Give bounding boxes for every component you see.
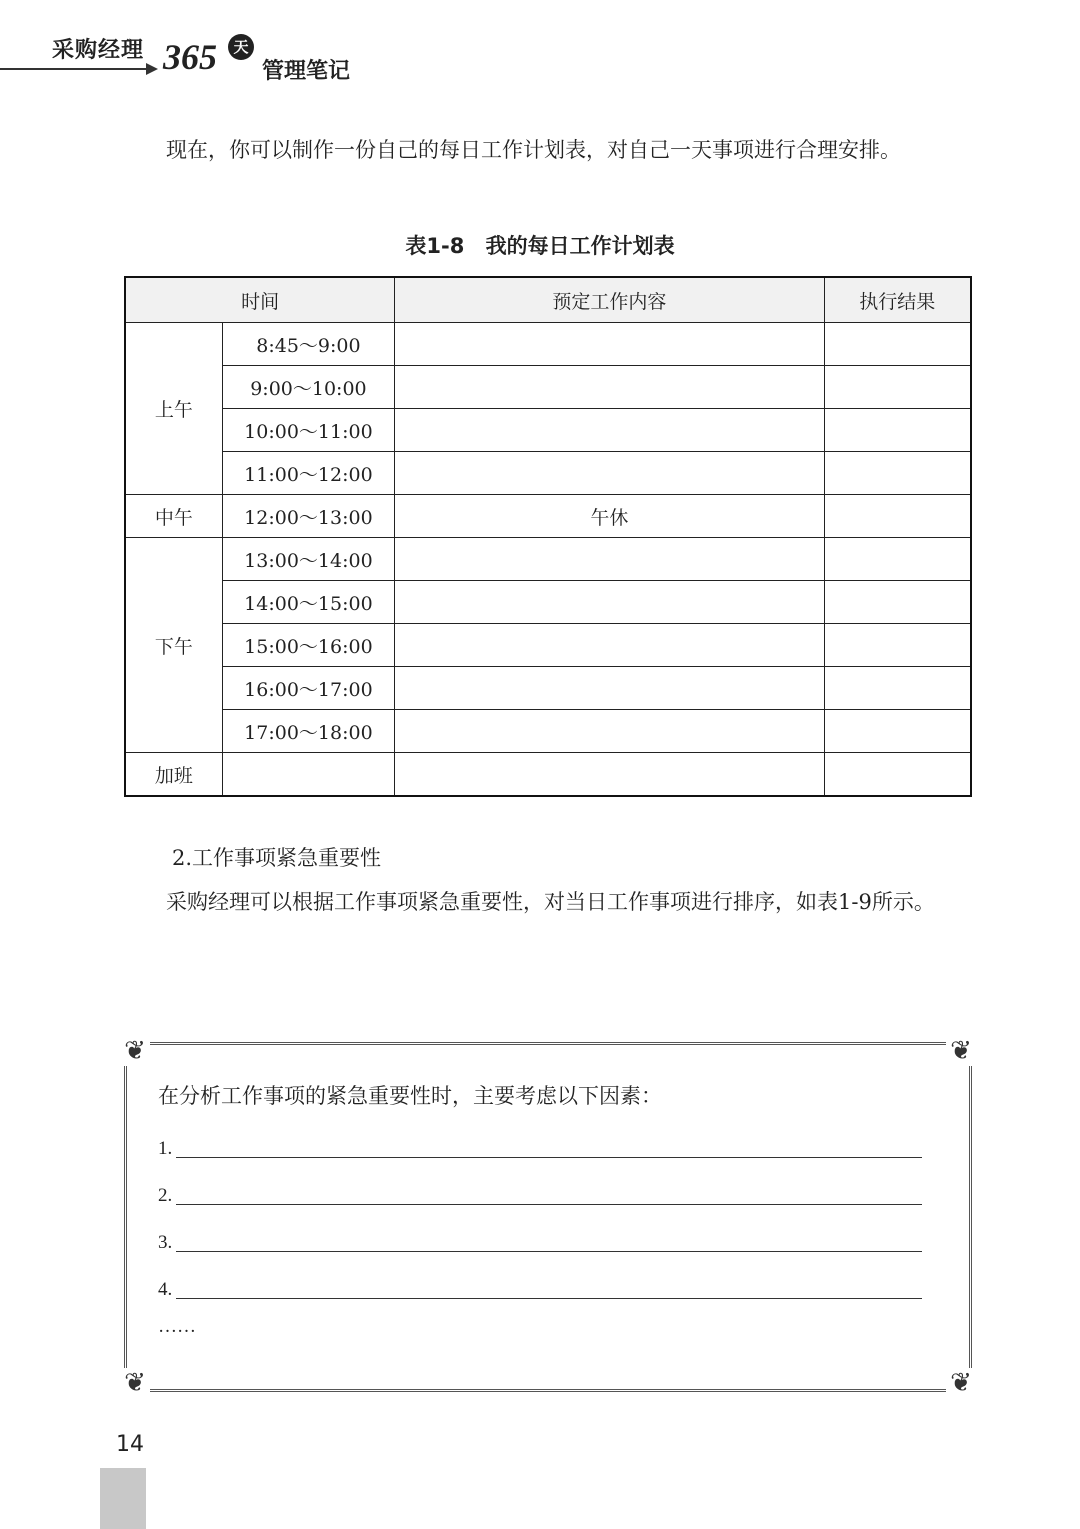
time-slot: 9:00～10:00	[222, 366, 395, 409]
time-slot: 13:00～14:00	[222, 538, 395, 581]
blank-rule	[176, 1157, 922, 1158]
planned-cell[interactable]	[395, 409, 824, 452]
series-number: 365	[163, 37, 217, 77]
series-badge: 天	[228, 34, 254, 60]
note-box	[124, 1036, 972, 1398]
header-rule	[0, 68, 148, 70]
section-heading: 2.工作事项紧急重要性	[172, 846, 382, 870]
result-cell[interactable]	[824, 366, 971, 409]
fill-in-line-1[interactable]	[158, 1126, 922, 1162]
period-morning: 上午	[125, 323, 222, 495]
blank-rule	[176, 1298, 922, 1299]
arrow-icon	[146, 63, 158, 75]
planned-cell[interactable]	[395, 753, 824, 797]
time-slot: 16:00～17:00	[222, 667, 395, 710]
table-row	[125, 753, 971, 797]
fill-in-line-3[interactable]	[158, 1220, 922, 1256]
series-suffix: 管理笔记	[262, 59, 351, 84]
planned-cell[interactable]	[395, 538, 824, 581]
item-number: 1.	[158, 1138, 173, 1159]
planned-cell[interactable]	[395, 710, 824, 753]
continuation-ellipsis: ……	[158, 1316, 196, 1337]
planned-cell[interactable]	[395, 624, 824, 667]
ornament-corner-icon: ❦	[946, 1036, 976, 1066]
planned-cell[interactable]	[395, 667, 824, 710]
planned-cell[interactable]	[395, 581, 824, 624]
fill-in-line-2[interactable]	[158, 1173, 922, 1209]
header-time: 时间	[125, 277, 395, 323]
fill-in-line-4[interactable]	[158, 1267, 922, 1303]
table-header-row	[125, 277, 971, 323]
blank-rule	[176, 1204, 922, 1205]
table-row	[125, 366, 971, 409]
period-noon: 中午	[125, 495, 222, 538]
item-number: 3.	[158, 1232, 173, 1253]
table-row	[125, 581, 971, 624]
daily-plan-table	[124, 276, 972, 797]
running-header	[0, 28, 380, 88]
blank-rule	[176, 1251, 922, 1252]
table-row	[125, 667, 971, 710]
ornament-corner-icon: ❦	[946, 1368, 976, 1398]
result-cell[interactable]	[824, 452, 971, 495]
result-cell[interactable]	[824, 538, 971, 581]
time-slot: 8:45～9:00	[222, 323, 395, 366]
time-slot: 15:00～16:00	[222, 624, 395, 667]
time-slot: 10:00～11:00	[222, 409, 395, 452]
result-cell[interactable]	[824, 624, 971, 667]
header-planned: 预定工作内容	[395, 277, 824, 323]
item-number: 2.	[158, 1185, 173, 1206]
period-afternoon: 下午	[125, 538, 222, 753]
table-row	[125, 710, 971, 753]
series-prefix: 采购经理	[52, 38, 145, 63]
section-paragraph: 采购经理可以根据工作事项紧急重要性，对当日工作事项进行排序，如表1-9所示。	[166, 890, 935, 914]
result-cell[interactable]	[824, 409, 971, 452]
ornament-corner-icon: ❦	[120, 1036, 150, 1066]
result-cell[interactable]	[824, 710, 971, 753]
note-box-title: 在分析工作事项的紧急重要性时，主要考虑以下因素：	[158, 1084, 662, 1108]
table-caption: 表1-8 我的每日工作计划表	[405, 234, 675, 258]
table-row	[125, 624, 971, 667]
intro-paragraph: 现在，你可以制作一份自己的每日工作计划表，对自己一天事项进行合理安排。	[166, 138, 901, 162]
result-cell[interactable]	[824, 323, 971, 366]
table-row	[125, 409, 971, 452]
planned-cell[interactable]	[395, 366, 824, 409]
table-row	[125, 452, 971, 495]
time-slot: 17:00～18:00	[222, 710, 395, 753]
table-row	[125, 495, 971, 538]
page-number: 14	[116, 1432, 144, 1457]
result-cell[interactable]	[824, 495, 971, 538]
table-row	[125, 323, 971, 366]
page-edge-tab	[100, 1468, 146, 1529]
result-cell[interactable]	[824, 753, 971, 797]
period-overtime: 加班	[125, 753, 222, 797]
time-slot: 11:00～12:00	[222, 452, 395, 495]
planned-cell-noon: 午休	[395, 495, 824, 538]
header-result: 执行结果	[824, 277, 971, 323]
time-slot: 12:00～13:00	[222, 495, 395, 538]
result-cell[interactable]	[824, 581, 971, 624]
ornament-corner-icon: ❦	[120, 1368, 150, 1398]
item-number: 4.	[158, 1279, 173, 1300]
result-cell[interactable]	[824, 667, 971, 710]
time-slot-blank[interactable]	[222, 753, 395, 797]
planned-cell[interactable]	[395, 452, 824, 495]
table-row	[125, 538, 971, 581]
time-slot: 14:00～15:00	[222, 581, 395, 624]
planned-cell[interactable]	[395, 323, 824, 366]
